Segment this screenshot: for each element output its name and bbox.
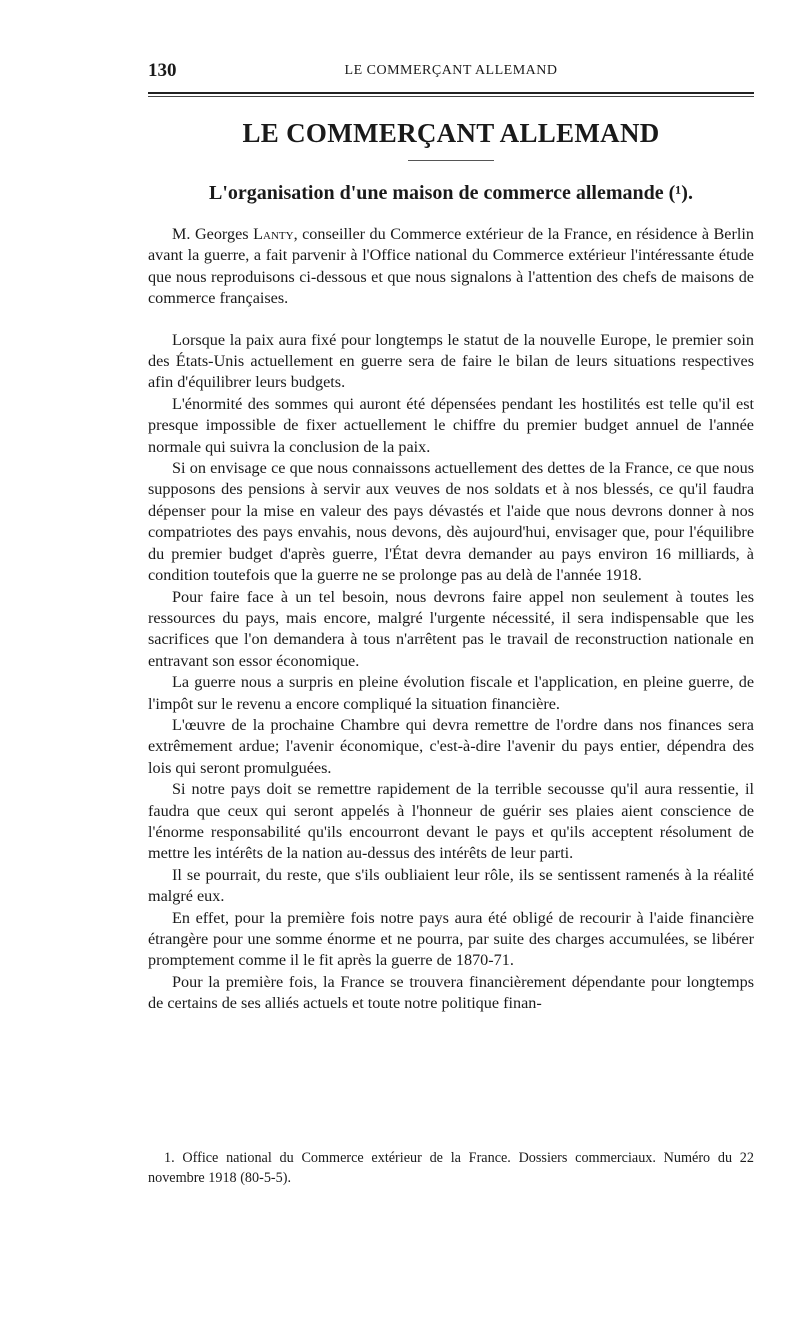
intro-rest: , conseiller du Commerce extérieur de la France, en résidence à Berlin avant la guerre, a fait parvenir à l'Office national du Commerce extérieur l'intéressante étude que nous reproduisons ci-dessous et que nous signalons à l'attention des chefs de maisons de commerce françaises. bbox=[148, 225, 754, 308]
running-head bbox=[148, 60, 754, 84]
running-title: LE COMMERÇANT ALLEMAND bbox=[344, 63, 558, 78]
page-number: 130 bbox=[148, 60, 177, 81]
footnote-reference: (¹). bbox=[668, 182, 693, 204]
body-paragraph: Pour la première fois, la France se trouvera financièrement dépendante pour longtemps de certains de ses alliés actuels et toute notre politique finan- bbox=[148, 972, 754, 1013]
body-paragraph: Si notre pays doit se remettre rapidement de la terrible secousse qu'il aura ressentie, il faudra que ceux qui seront appelés à l'honneur de guérir ses plaies aient conscience de l'énorme responsabilité qu'ils encourront devant le pays et qu'ils acceptent résolument de mettre les intérêts de la nation au-dessus des intérêts de leur parti. bbox=[148, 780, 754, 863]
body-paragraph: La guerre nous a surpris en pleine évolution fiscale et l'application, en pleine guerre, de l'impôt sur le revenu a encore compliqué la situation financière. bbox=[148, 673, 754, 713]
body-paragraph: L'œuvre de la prochaine Chambre qui devra remettre de l'ordre dans nos finances sera extrêmement ardue; l'avenir économique, c'est-à-dire l'avenir du pays entier, dépendra des lois qui seront promulguées. bbox=[148, 715, 754, 777]
body-paragraph: Il se pourrait, du reste, que s'ils oubliaient leur rôle, ils se sentissent ramenés à la réalité malgré eux. bbox=[148, 865, 754, 906]
footnote: 1. Office national du Commerce extérieur de la France. Dossiers commerciaux. Numéro du 22 novembre 1918 (80-5-5). bbox=[148, 1150, 754, 1186]
header-rule-thin bbox=[148, 96, 754, 97]
article-title: LE COMMERÇANT ALLEMAND bbox=[242, 118, 660, 148]
subtitle-text: L'organisation d'une maison de commerce allemande bbox=[209, 182, 664, 204]
body-paragraph: Lorsque la paix aura fixé pour longtemps le statut de la nouvelle Europe, le premier soin des États-Unis actuellement en guerre sera de faire le bilan de leurs situations respectives afin d'équilibrer leurs budgets. bbox=[148, 330, 754, 392]
intro-prefix: M. Georges bbox=[172, 225, 254, 243]
body-paragraph: Pour faire face à un tel besoin, nous devrons faire appel non seulement à toutes les ressources du pays, mais encore, malgré l'urgente nécessité, il sera indispensable que les sacrifices que l'on demandera à tous n'arrêtent pas le travail de reconstruction nationale en entravant son essor économique. bbox=[148, 587, 754, 670]
body-paragraph: En effet, pour la première fois notre pays aura été obligé de recourir à l'aide financière étrangère pour une somme énorme et ne pourra, par suite des charges accumulées, se libérer promptement comme il le fit après la guerre de 1870-71. bbox=[148, 908, 754, 970]
author-name: Lanty bbox=[253, 225, 294, 243]
intro-paragraph bbox=[148, 224, 754, 310]
header-rule-thick bbox=[148, 92, 754, 94]
article-subtitle bbox=[148, 182, 754, 205]
article-body bbox=[148, 224, 754, 1015]
title-divider bbox=[408, 160, 494, 161]
body-paragraph: L'énormité des sommes qui auront été dépensées pendant les hostilités est telle qu'il est presque impossible de fixer actuellement le chiffre du premier budget annuel de l'année normale qui suivra la conclusion de la paix. bbox=[148, 394, 754, 456]
body-paragraph: Si on envisage ce que nous connaissons actuellement des dettes de la France, ce que nous supposons des pensions à servir aux veuves de nos soldats et à nos blessés, ce qu'il faudra dépenser pour la mise en valeur des pays dévastés et l'aide que nous devrons donner à nos compatriotes des pays envahis, nous devons, dès aujourd'hui, envisager que, pour l'équilibre du premier budget d'après guerre, l'État devra demander au pays environ 16 milliards, à condition toutefois que la guerre ne se prolonge pas au delà de l'année 1918. bbox=[148, 459, 754, 585]
